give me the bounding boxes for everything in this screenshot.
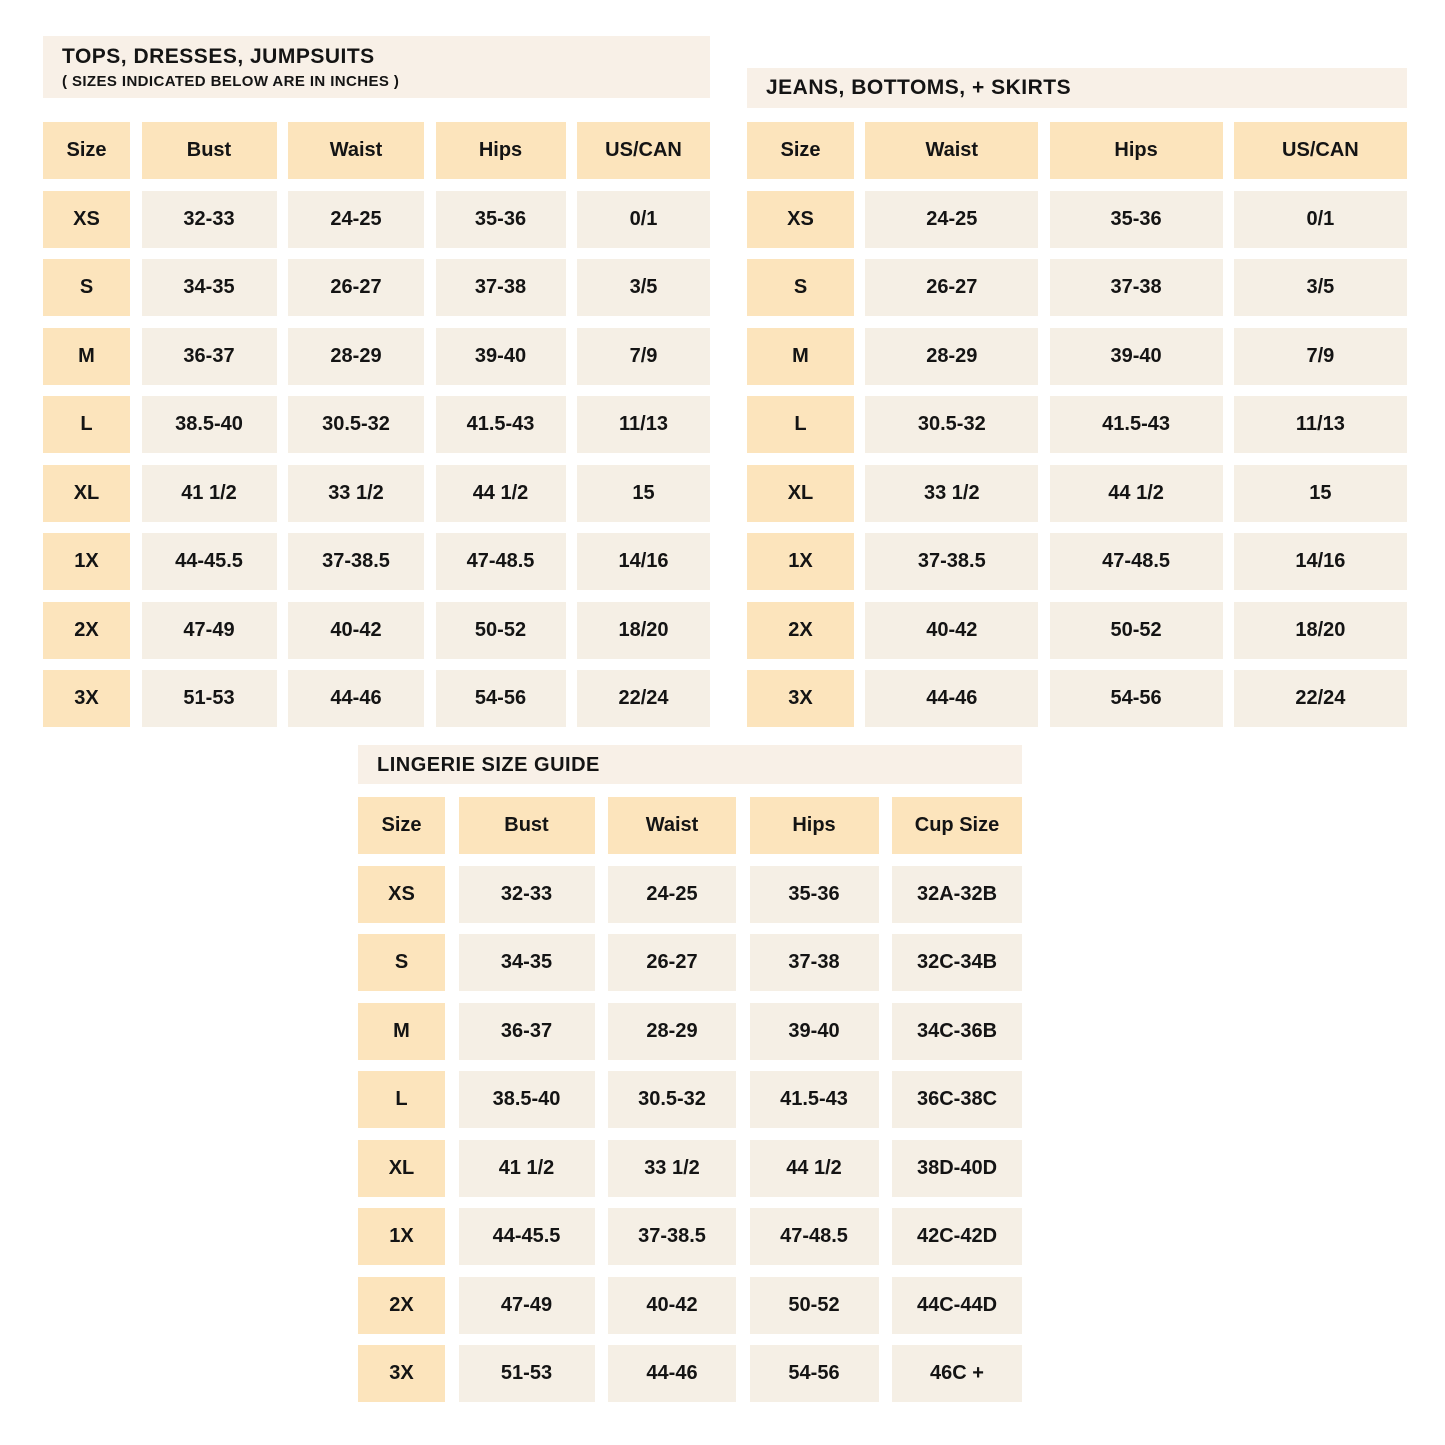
value-cell: 47-48.5 xyxy=(750,1208,879,1265)
value-cell: 14/16 xyxy=(577,533,710,590)
column-header-waist: Waist xyxy=(288,122,424,179)
value-cell: 39-40 xyxy=(1050,328,1223,385)
column-header-us-can: US/CAN xyxy=(1234,122,1407,179)
value-cell: 26-27 xyxy=(865,259,1038,316)
size-label-cell: L xyxy=(358,1071,445,1128)
size-label-cell: XS xyxy=(747,191,854,248)
value-cell: 41.5-43 xyxy=(436,396,566,453)
value-cell: 44-45.5 xyxy=(459,1208,595,1265)
value-cell: 3/5 xyxy=(1234,259,1407,316)
value-cell: 44-46 xyxy=(608,1345,736,1402)
value-cell: 3/5 xyxy=(577,259,710,316)
value-cell: 41.5-43 xyxy=(750,1071,879,1128)
value-cell: 38.5-40 xyxy=(142,396,277,453)
value-cell: 36-37 xyxy=(142,328,277,385)
size-label-cell: 3X xyxy=(747,670,854,727)
jeans-table-title-bar xyxy=(747,68,1407,108)
value-cell: 54-56 xyxy=(436,670,566,727)
value-cell: 47-48.5 xyxy=(1050,533,1223,590)
size-label-cell: S xyxy=(43,259,130,316)
size-label-cell: M xyxy=(358,1003,445,1060)
value-cell: 32-33 xyxy=(142,191,277,248)
column-header-cup-size: Cup Size xyxy=(892,797,1022,854)
value-cell: 44-45.5 xyxy=(142,533,277,590)
value-cell: 51-53 xyxy=(459,1345,595,1402)
value-cell: 40-42 xyxy=(288,602,424,659)
value-cell: 41.5-43 xyxy=(1050,396,1223,453)
value-cell: 37-38.5 xyxy=(288,533,424,590)
value-cell: 37-38.5 xyxy=(865,533,1038,590)
value-cell: 44 1/2 xyxy=(1050,465,1223,522)
value-cell: 40-42 xyxy=(608,1277,736,1334)
size-label-cell: 1X xyxy=(358,1208,445,1265)
value-cell: 30.5-32 xyxy=(865,396,1038,453)
value-cell: 32-33 xyxy=(459,866,595,923)
size-label-cell: S xyxy=(358,934,445,991)
column-header-size: Size xyxy=(43,122,130,179)
size-label-cell: XS xyxy=(358,866,445,923)
value-cell: 50-52 xyxy=(750,1277,879,1334)
value-cell: 38.5-40 xyxy=(459,1071,595,1128)
value-cell: 46C + xyxy=(892,1345,1022,1402)
value-cell: 7/9 xyxy=(577,328,710,385)
value-cell: 11/13 xyxy=(577,396,710,453)
value-cell: 22/24 xyxy=(577,670,710,727)
value-cell: 54-56 xyxy=(750,1345,879,1402)
size-label-cell: 2X xyxy=(358,1277,445,1334)
size-label-cell: M xyxy=(747,328,854,385)
value-cell: 24-25 xyxy=(288,191,424,248)
value-cell: 34-35 xyxy=(142,259,277,316)
value-cell: 24-25 xyxy=(865,191,1038,248)
value-cell: 0/1 xyxy=(1234,191,1407,248)
size-label-cell: XS xyxy=(43,191,130,248)
column-header-waist: Waist xyxy=(865,122,1038,179)
value-cell: 54-56 xyxy=(1050,670,1223,727)
column-header-bust: Bust xyxy=(459,797,595,854)
value-cell: 33 1/2 xyxy=(865,465,1038,522)
value-cell: 50-52 xyxy=(1050,602,1223,659)
value-cell: 34-35 xyxy=(459,934,595,991)
value-cell: 33 1/2 xyxy=(288,465,424,522)
value-cell: 41 1/2 xyxy=(142,465,277,522)
value-cell: 26-27 xyxy=(608,934,736,991)
lingerie-table-title: LINGERIE SIZE GUIDE xyxy=(377,753,600,776)
tops-size-table xyxy=(43,122,710,727)
value-cell: 22/24 xyxy=(1234,670,1407,727)
value-cell: 30.5-32 xyxy=(608,1071,736,1128)
value-cell: 39-40 xyxy=(436,328,566,385)
size-label-cell: S xyxy=(747,259,854,316)
value-cell: 32A-32B xyxy=(892,866,1022,923)
value-cell: 40-42 xyxy=(865,602,1038,659)
size-label-cell: 1X xyxy=(747,533,854,590)
value-cell: 37-38 xyxy=(750,934,879,991)
size-label-cell: 3X xyxy=(358,1345,445,1402)
column-header-size: Size xyxy=(358,797,445,854)
column-header-waist: Waist xyxy=(608,797,736,854)
value-cell: 15 xyxy=(1234,465,1407,522)
value-cell: 0/1 xyxy=(577,191,710,248)
value-cell: 36-37 xyxy=(459,1003,595,1060)
value-cell: 37-38 xyxy=(436,259,566,316)
value-cell: 38D-40D xyxy=(892,1140,1022,1197)
size-label-cell: XL xyxy=(43,465,130,522)
value-cell: 51-53 xyxy=(142,670,277,727)
column-header-hips: Hips xyxy=(1050,122,1223,179)
column-header-hips: Hips xyxy=(436,122,566,179)
column-header-size: Size xyxy=(747,122,854,179)
value-cell: 28-29 xyxy=(608,1003,736,1060)
value-cell: 28-29 xyxy=(288,328,424,385)
value-cell: 34C-36B xyxy=(892,1003,1022,1060)
value-cell: 28-29 xyxy=(865,328,1038,385)
value-cell: 14/16 xyxy=(1234,533,1407,590)
value-cell: 36C-38C xyxy=(892,1071,1022,1128)
column-header-us-can: US/CAN xyxy=(577,122,710,179)
value-cell: 37-38.5 xyxy=(608,1208,736,1265)
value-cell: 35-36 xyxy=(1050,191,1223,248)
value-cell: 44C-44D xyxy=(892,1277,1022,1334)
value-cell: 50-52 xyxy=(436,602,566,659)
value-cell: 18/20 xyxy=(1234,602,1407,659)
size-label-cell: M xyxy=(43,328,130,385)
value-cell: 26-27 xyxy=(288,259,424,316)
size-label-cell: 2X xyxy=(43,602,130,659)
value-cell: 33 1/2 xyxy=(608,1140,736,1197)
value-cell: 44 1/2 xyxy=(750,1140,879,1197)
value-cell: 35-36 xyxy=(436,191,566,248)
value-cell: 39-40 xyxy=(750,1003,879,1060)
value-cell: 44-46 xyxy=(288,670,424,727)
value-cell: 24-25 xyxy=(608,866,736,923)
tops-table-subtitle: ( SIZES INDICATED BELOW ARE IN INCHES ) xyxy=(62,72,400,90)
size-label-cell: L xyxy=(747,396,854,453)
value-cell: 44 1/2 xyxy=(436,465,566,522)
size-label-cell: 3X xyxy=(43,670,130,727)
size-label-cell: XL xyxy=(747,465,854,522)
value-cell: 32C-34B xyxy=(892,934,1022,991)
size-label-cell: 1X xyxy=(43,533,130,590)
size-label-cell: XL xyxy=(358,1140,445,1197)
tops-table-title-bar xyxy=(43,36,710,98)
value-cell: 47-49 xyxy=(142,602,277,659)
value-cell: 11/13 xyxy=(1234,396,1407,453)
value-cell: 18/20 xyxy=(577,602,710,659)
value-cell: 15 xyxy=(577,465,710,522)
lingerie-size-table xyxy=(358,797,1022,1402)
value-cell: 7/9 xyxy=(1234,328,1407,385)
value-cell: 47-48.5 xyxy=(436,533,566,590)
value-cell: 35-36 xyxy=(750,866,879,923)
value-cell: 47-49 xyxy=(459,1277,595,1334)
jeans-size-table xyxy=(747,122,1407,727)
tops-table-title: TOPS, DRESSES, JUMPSUITS xyxy=(62,45,375,69)
value-cell: 42C-42D xyxy=(892,1208,1022,1265)
value-cell: 30.5-32 xyxy=(288,396,424,453)
value-cell: 41 1/2 xyxy=(459,1140,595,1197)
size-label-cell: 2X xyxy=(747,602,854,659)
jeans-table-title: JEANS, BOTTOMS, + SKIRTS xyxy=(766,76,1072,100)
value-cell: 44-46 xyxy=(865,670,1038,727)
column-header-hips: Hips xyxy=(750,797,879,854)
value-cell: 37-38 xyxy=(1050,259,1223,316)
column-header-bust: Bust xyxy=(142,122,277,179)
size-label-cell: L xyxy=(43,396,130,453)
lingerie-table-title-bar xyxy=(358,745,1022,784)
